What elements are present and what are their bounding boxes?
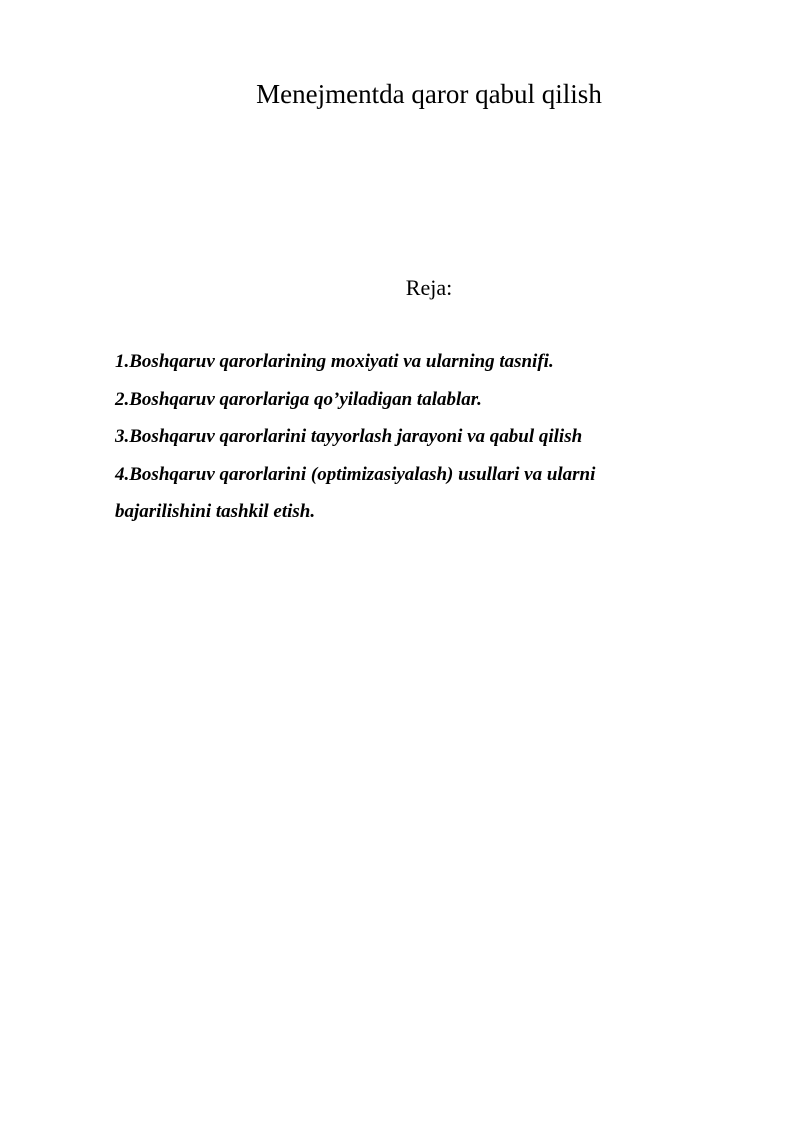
plan-item-1: 1.Boshqaruv qarorlarining moxiyati va ularning tasnifi.: [115, 351, 554, 372]
plan-item-3: 3.Boshqaruv qarorlarini tayyorlash jarayoni va qabul qilish: [115, 426, 583, 447]
plan-item-2: 2.Boshqaruv qarorlariga qo’yiladigan talablar.: [115, 388, 482, 410]
plan-heading: Reja:: [405, 275, 453, 300]
plan-list: [115, 343, 695, 531]
document-title: Menejmentda qaror qabul qilish: [256, 79, 602, 109]
plan-item-4: 4.Boshqaruv qarorlarini (optimizasiyalash) usullari va ularni bajarilishini tashkil etish.: [115, 463, 596, 522]
